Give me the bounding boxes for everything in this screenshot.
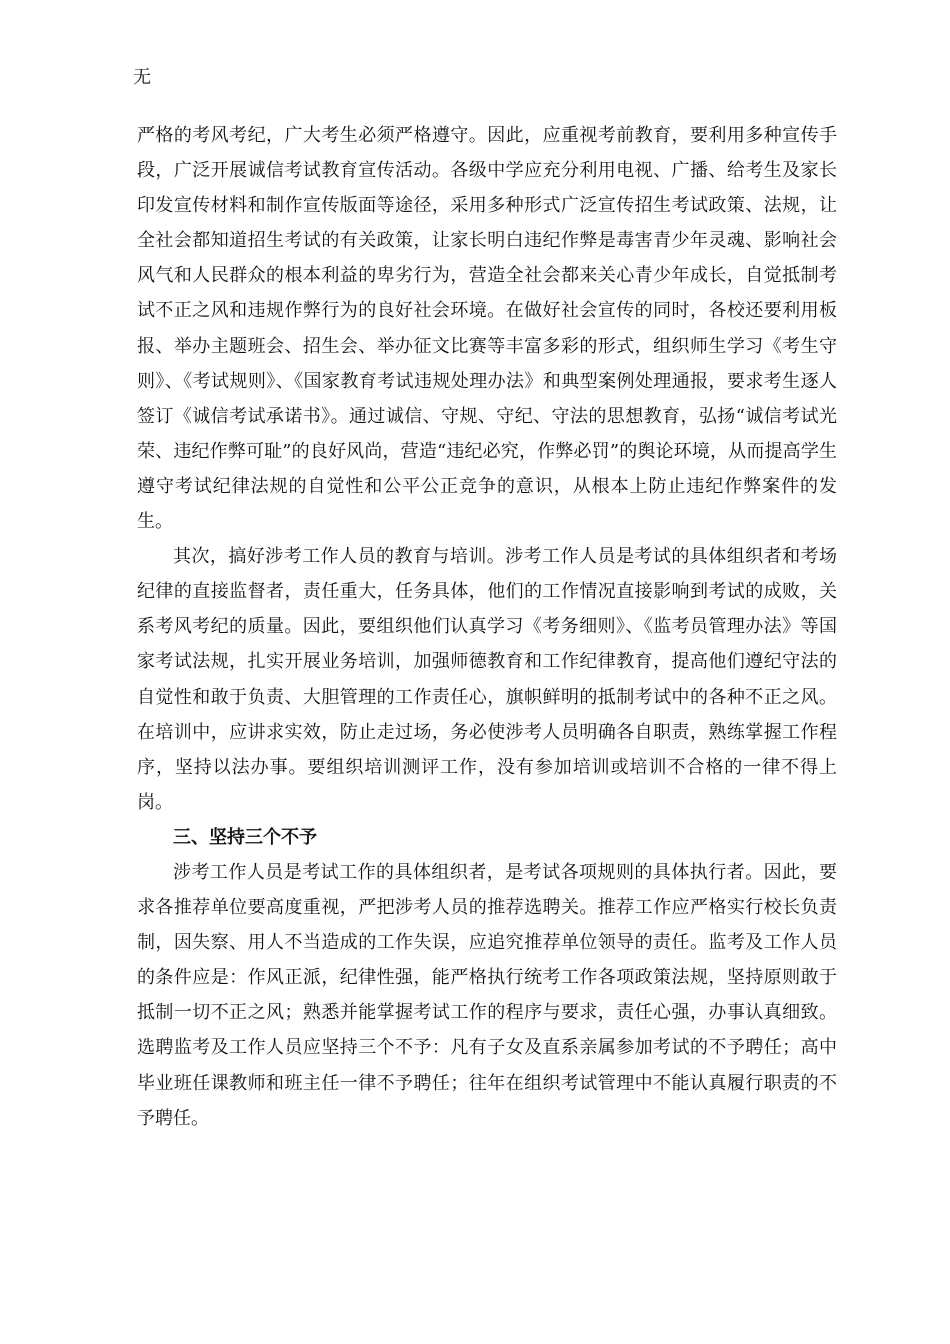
paragraph-staff-selection: 涉考工作人员是考试工作的具体组织者，是考试各项规则的具体执行者。因此，要求各推荐单位要高度重视，严把涉考人员的推荐选聘关。推荐工作应严格实行校长负责制，因失察、用人不当造成的工作失误，应追究推荐单位领导的责任。监考及工作人员的条件应是：作风正派，纪律性强，能严格执行统考工作各项政策法规，坚持原则敢于抵制一切不正之风；熟悉并能掌握考试工作的程序与要求，责任心强，办事认真细致。选聘监考及工作人员应坚持三个不予：凡有子女及直系亲属参加考试的不予聘任；高中毕业班任课教师和班主任一律不予聘任；往年在组织考试管理中不能认真履行职责的不予聘任。 <box>137 861 837 1129</box>
document-body <box>137 118 837 1136</box>
section-heading: 三、坚持三个不予 <box>173 826 317 848</box>
paragraph-staff-training: 其次，搞好涉考工作人员的教育与培训。涉考工作人员是考试的具体组织者和考场纪律的直接监督者，责任重大，任务具体，他们的工作情况直接影响到考试的成败，关系考风考纪的质量。因此，要组织他们认真学习《考务细则》、《监考员管理办法》等国家考试法规，扎实开展业务培训，加强师德教育和工作纪律教育，提高他们遵纪守法的自觉性和敢于负责、大胆管理的工作责任心，旗帜鲜明的抵制考试中的各种不正之风。在培训中，应讲求实效，防止走过场，务必使涉考人员明确各自职责，熟练掌握工作程序，坚持以法办事。要组织培训测评工作，没有参加培训或培训不合格的一律不得上岗。 <box>137 546 837 813</box>
paragraph-exam-integrity-publicity: 严格的考风考纪，广大考生必须严格遵守。因此，应重视考前教育，要利用多种宣传手段，广泛开展诚信考试教育宣传活动。各级中学应充分利用电视、广播、给考生及家长印发宣传材料和制作宣传版面等途径，采用多种形式广泛宣传招生考试政策、法规，让全社会都知道招生考试的有关政策，让家长明白违纪作弊是毒害青少年灵魂、影响社会风气和人民群众的根本利益的卑劣行为，营造全社会都来关心青少年成长，自觉抵制考试不正之风和违规作弊行为的良好社会环境。在做好社会宣传的同时，各校还要利用板报、举办主题班会、招生会、举办征文比赛等丰富多彩的形式，组织师生学习《考生守则》、《考试规则》、《国家教育考试违规处理办法》和典型案例处理通报，要求考生逐人签订《诚信考试承诺书》。通过诚信、守规、守纪、守法的思想教育，弘扬“诚信考试光荣、违纪作弊可耻”的良好风尚，营造“违纪必究，作弊必罚”的舆论环境，从而提高学生遵守考试纪律法规的自觉性和公平公正竞争的意识，从根本上防止违纪作弊案件的发生。 <box>137 125 837 533</box>
page-header-mark: 无 <box>133 67 151 88</box>
